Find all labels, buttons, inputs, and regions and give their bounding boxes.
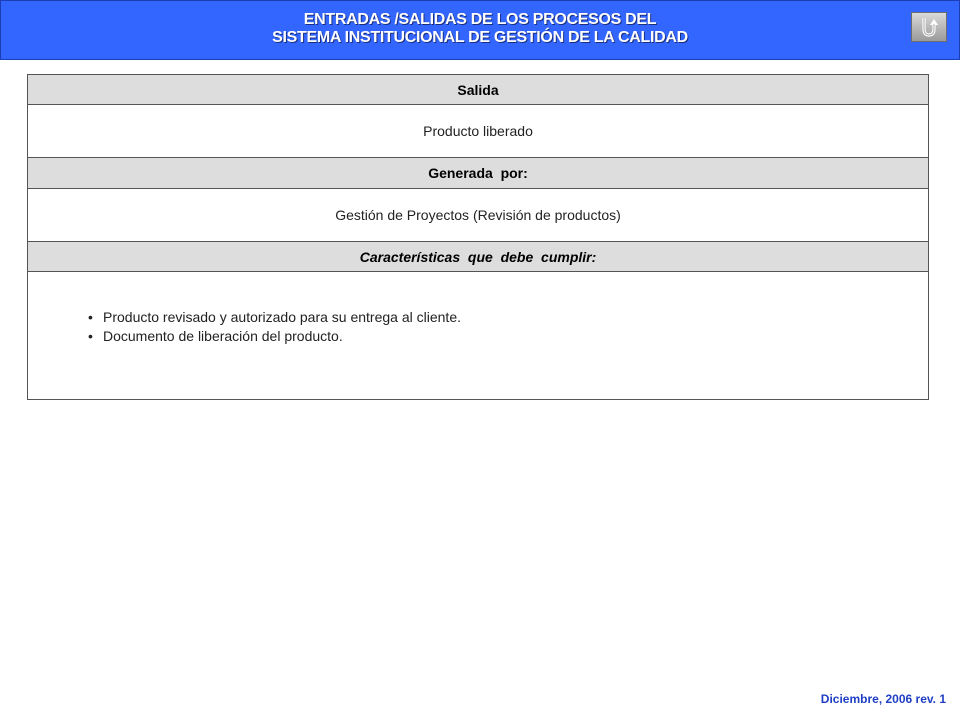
characteristics-body-cell <box>28 271 928 399</box>
list-item: • Producto revisado y autorizado para su entrega al cliente. <box>88 308 461 327</box>
generated-by-header-cell <box>28 157 928 188</box>
u-turn-back-icon <box>917 15 941 39</box>
output-value-cell <box>28 104 928 157</box>
characteristics-label: Características que debe cumplir: <box>359 248 597 265</box>
output-header-cell <box>28 75 928 104</box>
output-value: Producto liberado <box>423 123 533 139</box>
process-output-table <box>27 74 929 400</box>
page-title <box>1 11 959 47</box>
footer-date: Diciembre, 2006 rev. 1 <box>820 692 946 706</box>
generated-by-label: Generada por: <box>428 165 528 181</box>
generated-by-value-cell <box>28 188 928 241</box>
page-title-line-2: SISTEMA INSTITUCIONAL DE GESTIÓN DE LA CALIDAD <box>272 29 688 46</box>
output-label: Salida <box>457 81 499 98</box>
header-banner <box>0 0 960 60</box>
back-button[interactable] <box>911 12 947 42</box>
list-item: • Documento de liberación del producto. <box>88 327 461 346</box>
characteristics-header-cell <box>28 241 928 271</box>
page-title-line-1: ENTRADAS /SALIDAS DE LOS PROCESOS DEL <box>303 11 657 28</box>
generated-by-value: Gestión de Proyectos (Revisión de productos) <box>335 207 621 223</box>
characteristics-list <box>88 308 461 346</box>
